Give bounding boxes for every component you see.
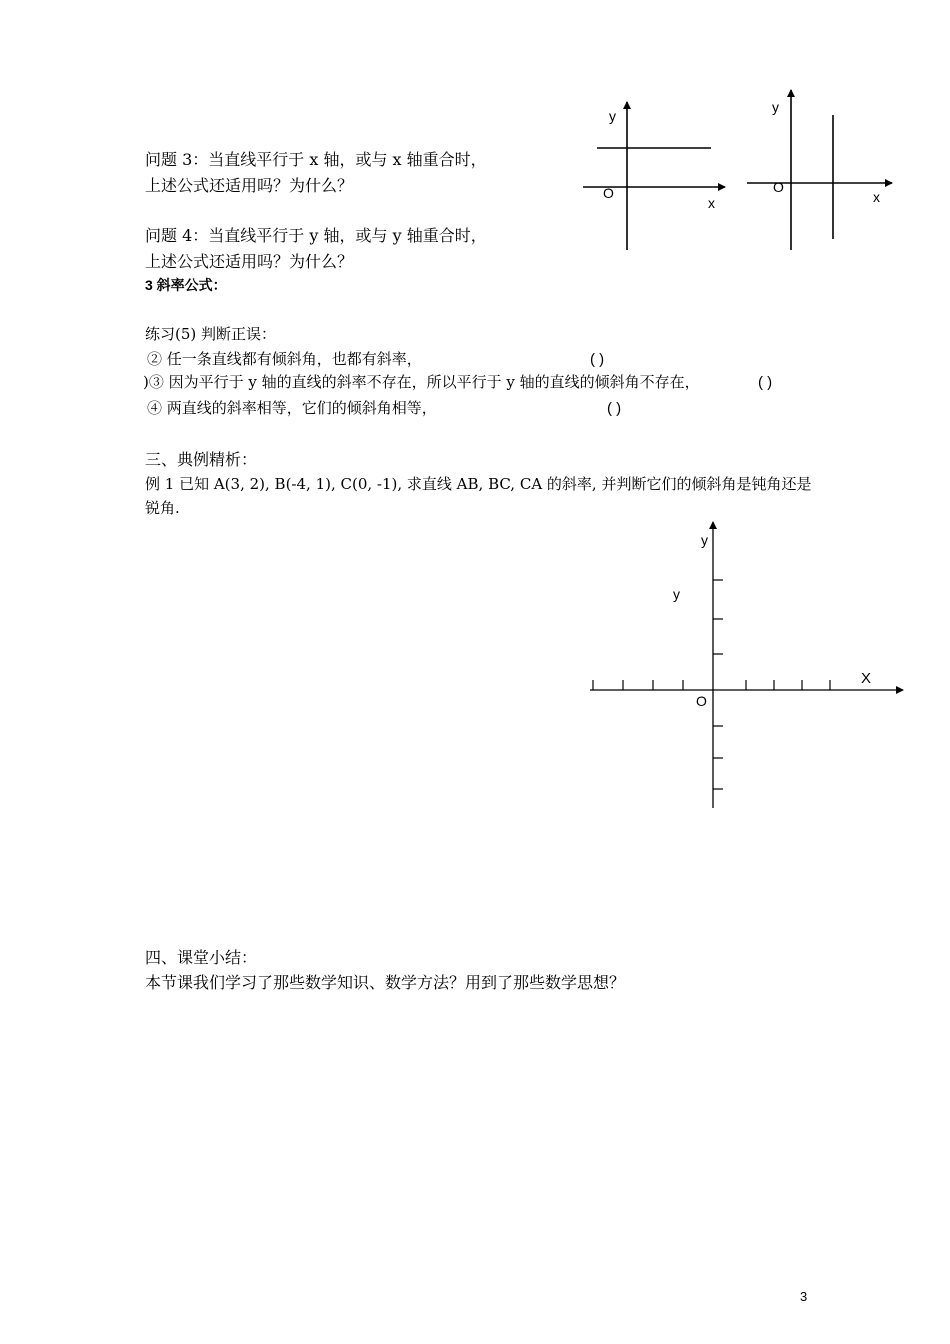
exercise-item-4: ④ 两直线的斜率相等，它们的倾斜角相等， xyxy=(147,399,437,417)
graph-1-origin-label: O xyxy=(603,185,614,201)
exercise-item-2: ② 任一条直线都有倾斜角，也都有斜率， xyxy=(147,350,422,368)
q3-line1: 问题 3：当直线平行于 x 轴，或与 x 轴重合时， xyxy=(145,150,487,169)
exercise-item-4-paren: ( ) xyxy=(607,400,622,417)
example1-line2: 锐角. xyxy=(145,499,180,517)
exercise-item-3: )③ 因为平行于 y 轴的直线的斜率不存在，所以平行于 y 轴的直线的倾斜角不存在， xyxy=(143,373,700,391)
section3-heading: 三、典例精析： xyxy=(145,450,258,469)
page-number: 3 xyxy=(800,1289,808,1304)
graph-3-origin-label: O xyxy=(696,693,707,709)
graph-1-horizontal-line xyxy=(583,102,725,250)
q3-line2: 上述公式还适用吗？为什么？ xyxy=(145,176,354,195)
graph-3-ticks xyxy=(593,580,830,789)
graph-3-y-label-side: y xyxy=(673,586,680,602)
graph-3-coordinate-plane xyxy=(590,522,903,808)
q4-line1: 问题 4：当直线平行于 y 轴，或与 y 轴重合时， xyxy=(145,226,487,245)
graph-2-vertical-line xyxy=(747,90,892,250)
graph-3-x-label: X xyxy=(861,670,872,687)
exercise-item-3-paren: ( ) xyxy=(758,374,773,391)
section4-heading: 四、课堂小结： xyxy=(145,948,258,967)
graph-2-x-label: x xyxy=(873,189,880,205)
exercise-title: 练习(5) 判断正误： xyxy=(145,325,277,343)
slope-heading: 3 斜率公式： xyxy=(145,277,227,293)
exercise-item-2-paren: ( ) xyxy=(590,351,605,368)
q4-line2: 上述公式还适用吗？为什么？ xyxy=(145,252,354,271)
section4-body: 本节课我们学习了那些数学知识、数学方法？用到了那些数学思想？ xyxy=(145,973,626,992)
graph-3-y-label-top: y xyxy=(701,532,708,548)
example1-line1: 例 1 已知 A(3, 2), B(-4, 1), C(0, -1), 求直线 AB, BC, CA 的斜率, 并判断它们的倾斜角是钝角还是 xyxy=(145,475,812,493)
graph-1-y-label: y xyxy=(609,108,616,124)
graph-2-y-label: y xyxy=(772,99,779,115)
graph-2-origin-label: O xyxy=(773,179,784,195)
graph-1-x-label: x xyxy=(708,195,715,211)
